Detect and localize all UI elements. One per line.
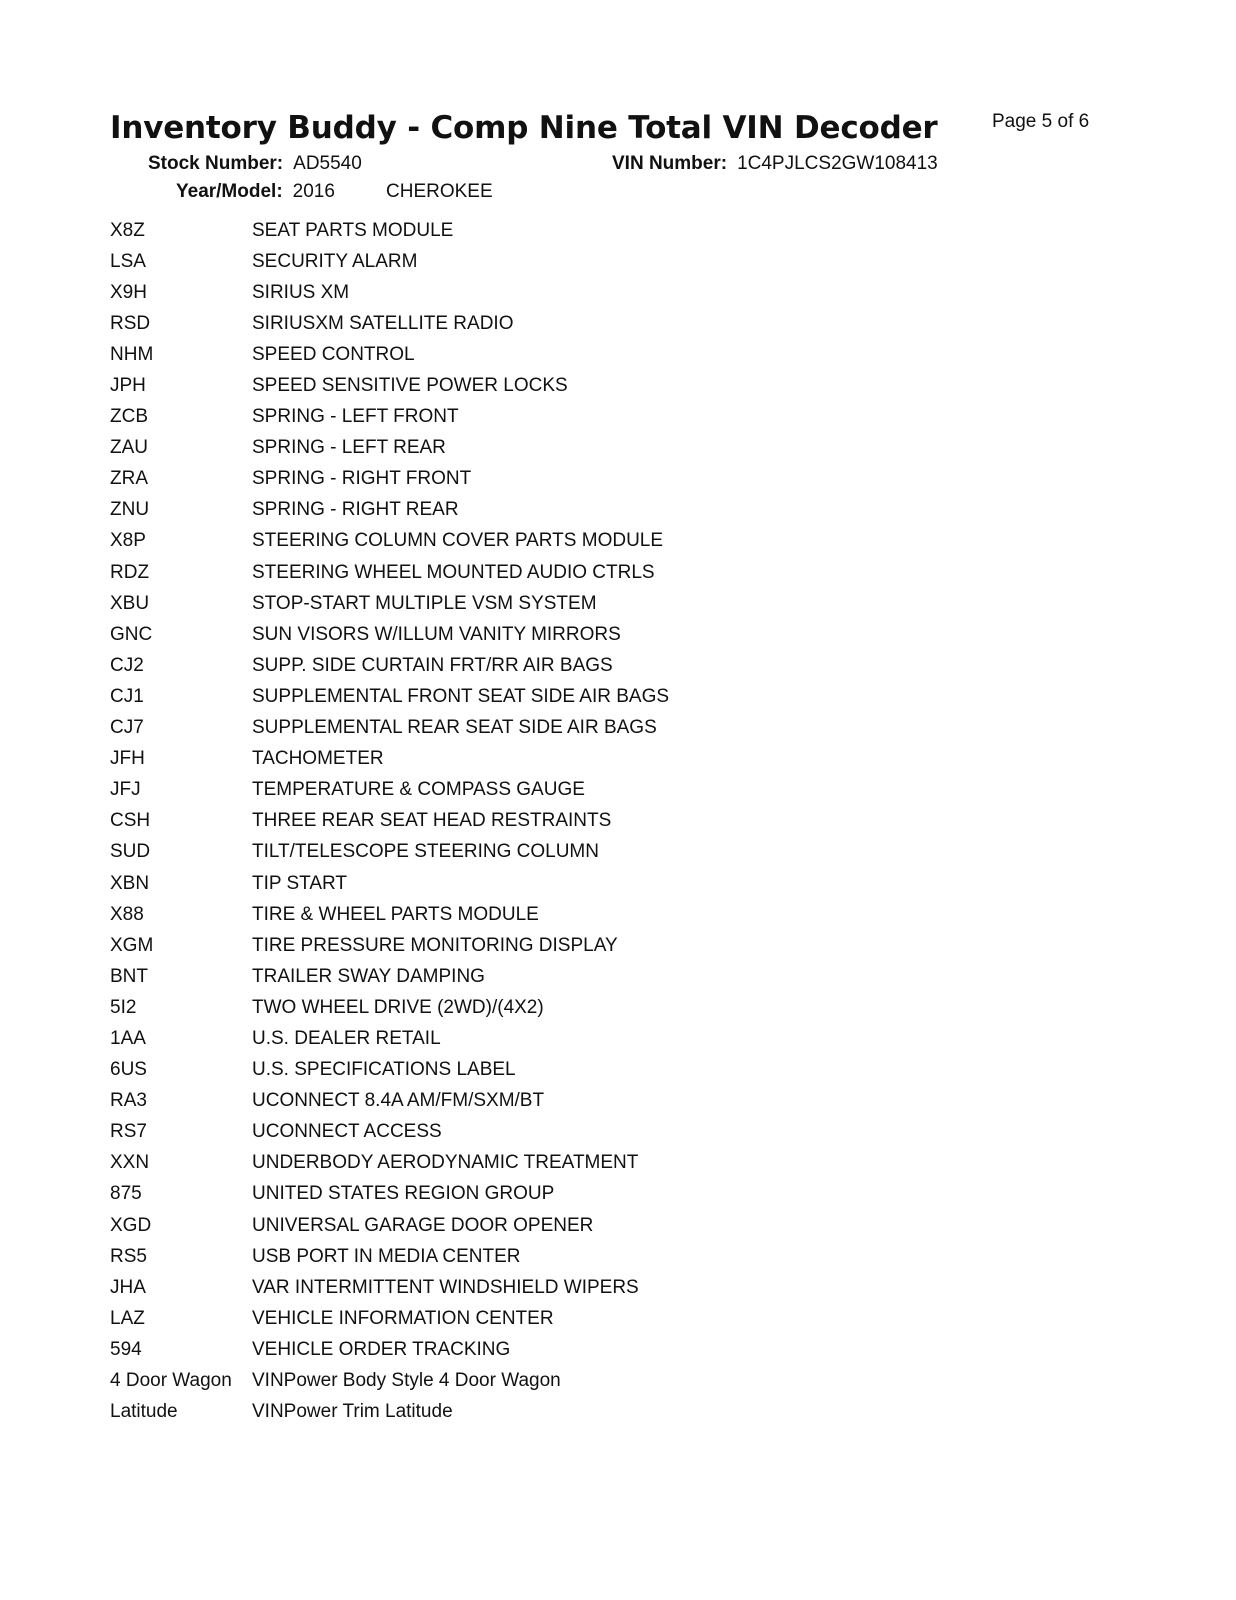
list-item <box>110 930 1010 961</box>
list-item <box>110 1086 1010 1117</box>
list-item <box>110 1117 1010 1148</box>
vin-number-value: 1C4PJLCS2GW108413 <box>737 153 938 174</box>
option-description: U.S. SPECIFICATIONS LABEL <box>252 1059 516 1081</box>
option-code: Latitude <box>110 1401 178 1423</box>
option-code: LAZ <box>110 1307 145 1329</box>
option-description: TEMPERATURE & COMPASS GAUGE <box>252 779 585 801</box>
option-description: VINPower Body Style 4 Door Wagon <box>252 1370 561 1392</box>
option-description: SPRING - RIGHT FRONT <box>252 468 472 490</box>
option-description: UNDERBODY AERODYNAMIC TREATMENT <box>252 1152 639 1174</box>
list-item <box>110 1210 1010 1241</box>
list-item <box>110 1148 1010 1179</box>
list-item <box>110 1397 1010 1428</box>
option-code: 5I2 <box>110 996 137 1018</box>
list-item <box>110 1303 1010 1334</box>
option-description: VEHICLE ORDER TRACKING <box>252 1338 511 1360</box>
option-code: 4 Door Wagon <box>110 1370 232 1392</box>
vin-number-field <box>612 152 938 176</box>
list-item <box>110 246 1010 277</box>
option-code: XBN <box>110 872 150 894</box>
option-code: XXN <box>110 1152 150 1174</box>
stock-number-field <box>148 152 362 176</box>
list-item <box>110 650 1010 681</box>
page-number: Page 5 of 6 <box>992 111 1090 132</box>
option-description: STEERING WHEEL MOUNTED AUDIO CTRLS <box>252 561 655 583</box>
option-description: TWO WHEEL DRIVE (2WD)/(4X2) <box>252 996 544 1018</box>
option-code: XGM <box>110 934 154 956</box>
option-code-list <box>110 215 1010 1428</box>
option-code: LSA <box>110 250 146 272</box>
option-code: RA3 <box>110 1090 147 1112</box>
list-item <box>110 806 1010 837</box>
stock-number-value: AD5540 <box>293 153 362 174</box>
option-code: RSD <box>110 312 151 334</box>
option-description: VINPower Trim Latitude <box>252 1401 453 1423</box>
option-description: USB PORT IN MEDIA CENTER <box>252 1245 521 1267</box>
year-model-label: Year/Model: <box>176 181 283 202</box>
option-description: STEERING COLUMN COVER PARTS MODULE <box>252 530 664 552</box>
option-code: CJ7 <box>110 717 144 739</box>
option-code: NHM <box>110 343 154 365</box>
list-item <box>110 1365 1010 1396</box>
option-description: SEAT PARTS MODULE <box>252 219 454 241</box>
list-item <box>110 215 1010 246</box>
list-item <box>110 433 1010 464</box>
option-description: SUPP. SIDE CURTAIN FRT/RR AIR BAGS <box>252 654 613 676</box>
list-item <box>110 837 1010 868</box>
list-item <box>110 775 1010 806</box>
option-code: RDZ <box>110 561 150 583</box>
option-code: ZNU <box>110 499 150 521</box>
option-description: SUN VISORS W/ILLUM VANITY MIRRORS <box>252 623 621 645</box>
option-description: SIRIUS XM <box>252 281 350 303</box>
option-description: SPRING - LEFT REAR <box>252 437 446 459</box>
option-code: 6US <box>110 1059 147 1081</box>
vin-number-label: VIN Number: <box>612 153 728 174</box>
list-item <box>110 619 1010 650</box>
option-code: CJ2 <box>110 654 144 676</box>
option-description: TRAILER SWAY DAMPING <box>252 965 485 987</box>
option-description: TIP START <box>252 872 348 894</box>
list-item <box>110 308 1010 339</box>
option-code: SUD <box>110 841 151 863</box>
option-description: THREE REAR SEAT HEAD RESTRAINTS <box>252 810 612 832</box>
list-item <box>110 588 1010 619</box>
year-model-field <box>176 180 335 204</box>
option-description: STOP-START MULTIPLE VSM SYSTEM <box>252 592 597 614</box>
option-code: JHA <box>110 1276 146 1298</box>
list-item <box>110 339 1010 370</box>
option-description: SUPPLEMENTAL REAR SEAT SIDE AIR BAGS <box>252 717 657 739</box>
option-code: JFH <box>110 748 145 770</box>
option-code: JFJ <box>110 779 141 801</box>
list-item <box>110 557 1010 588</box>
option-code: XBU <box>110 592 150 614</box>
option-description: TACHOMETER <box>252 748 384 770</box>
option-description: SPRING - RIGHT REAR <box>252 499 459 521</box>
option-description: VAR INTERMITTENT WINDSHIELD WIPERS <box>252 1276 639 1298</box>
option-description: SIRIUSXM SATELLITE RADIO <box>252 312 514 334</box>
list-item <box>110 370 1010 401</box>
option-description: UCONNECT ACCESS <box>252 1121 442 1143</box>
list-item <box>110 961 1010 992</box>
list-item <box>110 1179 1010 1210</box>
option-code: X88 <box>110 903 144 925</box>
option-description: SPRING - LEFT FRONT <box>252 406 459 428</box>
option-description: UNITED STATES REGION GROUP <box>252 1183 555 1205</box>
option-code: CSH <box>110 810 151 832</box>
list-item <box>110 464 1010 495</box>
option-code: BNT <box>110 965 148 987</box>
option-code: XGD <box>110 1214 152 1236</box>
option-description: TILT/TELESCOPE STEERING COLUMN <box>252 841 599 863</box>
option-description: TIRE PRESSURE MONITORING DISPLAY <box>252 934 618 956</box>
list-item <box>110 402 1010 433</box>
option-code: X8Z <box>110 219 145 241</box>
option-description: TIRE & WHEEL PARTS MODULE <box>252 903 539 925</box>
option-code: RS5 <box>110 1245 147 1267</box>
list-item <box>110 992 1010 1023</box>
option-code: 594 <box>110 1338 142 1360</box>
model-value: CHEROKEE <box>386 181 493 202</box>
list-item <box>110 1241 1010 1272</box>
list-item <box>110 868 1010 899</box>
stock-number-label: Stock Number: <box>148 153 284 174</box>
option-description: SUPPLEMENTAL FRONT SEAT SIDE AIR BAGS <box>252 685 670 707</box>
option-description: VEHICLE INFORMATION CENTER <box>252 1307 554 1329</box>
option-code: GNC <box>110 623 153 645</box>
option-description: UCONNECT 8.4A AM/FM/SXM/BT <box>252 1090 545 1112</box>
option-code: ZAU <box>110 437 148 459</box>
option-code: ZRA <box>110 468 148 490</box>
list-item <box>110 681 1010 712</box>
list-item <box>110 495 1010 526</box>
option-code: RS7 <box>110 1121 147 1143</box>
list-item <box>110 526 1010 557</box>
list-item <box>110 1023 1010 1054</box>
list-item <box>110 277 1010 308</box>
list-item <box>110 1272 1010 1303</box>
option-code: JPH <box>110 375 146 397</box>
year-value: 2016 <box>292 181 335 202</box>
list-item <box>110 1055 1010 1086</box>
option-description: SPEED SENSITIVE POWER LOCKS <box>252 375 568 397</box>
option-code: ZCB <box>110 406 148 428</box>
option-code: CJ1 <box>110 685 144 707</box>
list-item <box>110 899 1010 930</box>
option-code: 875 <box>110 1183 142 1205</box>
option-code: X9H <box>110 281 147 303</box>
option-description: SECURITY ALARM <box>252 250 418 272</box>
option-code: 1AA <box>110 1027 146 1049</box>
option-description: U.S. DEALER RETAIL <box>252 1027 441 1049</box>
option-description: SPEED CONTROL <box>252 343 415 365</box>
option-description: UNIVERSAL GARAGE DOOR OPENER <box>252 1214 594 1236</box>
list-item <box>110 744 1010 775</box>
option-code: X8P <box>110 530 146 552</box>
document-title: Inventory Buddy - Comp Nine Total VIN Decoder <box>110 110 938 146</box>
list-item <box>110 713 1010 744</box>
list-item <box>110 1334 1010 1365</box>
